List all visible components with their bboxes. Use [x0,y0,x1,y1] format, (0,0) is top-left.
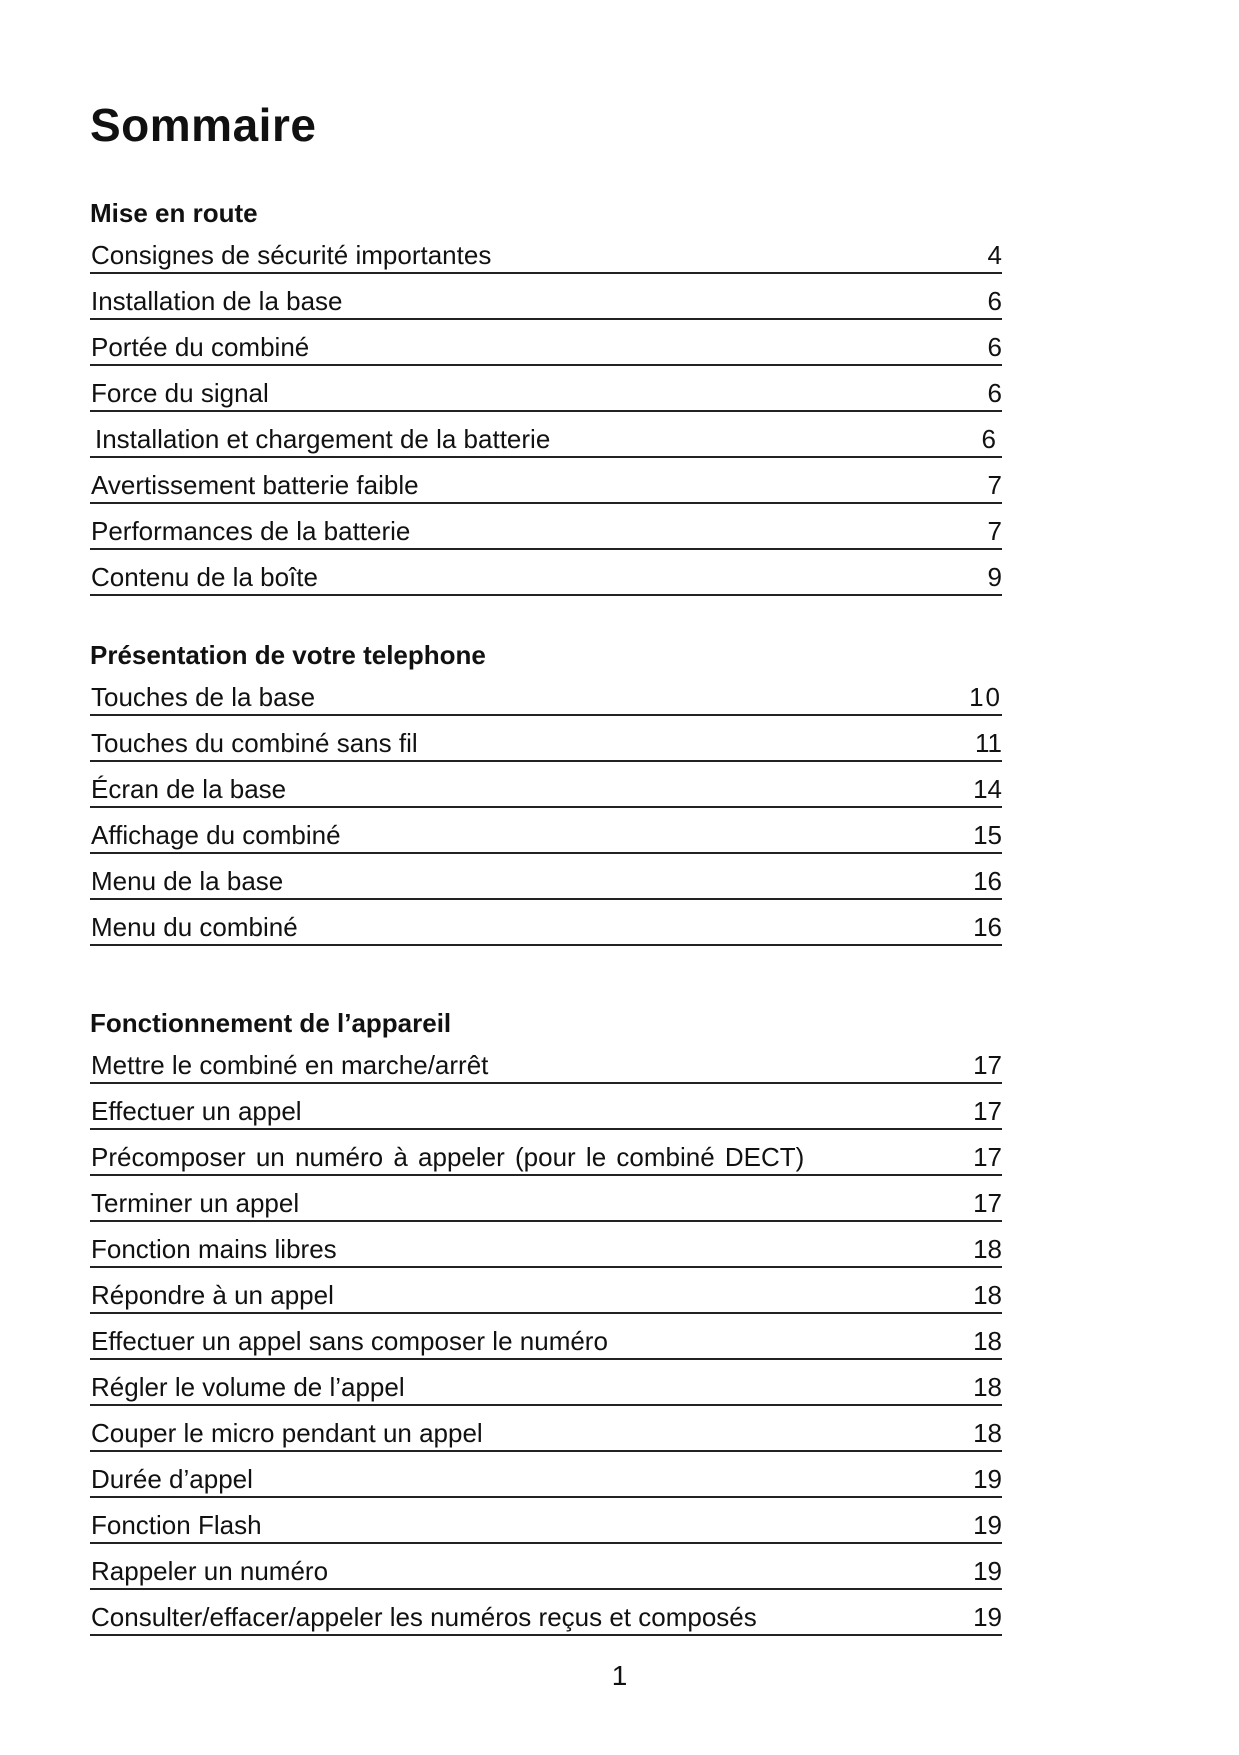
toc-entry-page: 19 [973,1464,1002,1494]
toc-entry-label: Force du signal [91,378,269,408]
toc-entry-label: Consulter/effacer/appeler les numéros reçus et composés [91,1602,757,1632]
section-title: Mise en route [90,198,258,228]
section-title: Fonctionnement de l’appareil [90,1008,452,1038]
toc-entry-page: 18 [973,1234,1002,1264]
toc-entry[interactable] [90,1599,1002,1636]
toc-entry[interactable] [90,1369,1002,1406]
toc-entry-page: 9 [987,562,1002,592]
toc-entry-page: 18 [973,1326,1002,1356]
toc-entry-label: Performances de la batterie [91,516,411,546]
toc-entry[interactable] [90,1231,1002,1268]
toc-entry[interactable] [90,817,1002,854]
toc-entry[interactable] [90,375,1002,412]
toc-entry-label: Touches du combiné sans fil [91,728,418,758]
toc-entry-page: 15 [973,820,1002,850]
toc-entry-label: Touches de la base [91,682,316,712]
toc-entry-page: 6 [987,332,1002,362]
toc-entry[interactable] [90,863,1002,900]
toc-entry-page: 19 [973,1602,1002,1632]
toc-entry-label: Précomposer un numéro à appeler (pour le combiné DECT) [91,1142,805,1172]
toc-entry-label: Répondre à un appel [91,1280,334,1310]
toc-entry[interactable] [90,1185,1002,1222]
toc-entry-page: 18 [973,1372,1002,1402]
toc-entry[interactable] [90,1093,1002,1130]
toc-entry-label: Durée d’appel [91,1464,253,1494]
toc-entry-label: Affichage du combiné [91,820,341,850]
toc-entry-label: Avertissement batterie faible [91,470,419,500]
toc-entry[interactable] [90,513,1002,550]
toc-entry-label: Couper le micro pendant un appel [91,1418,483,1448]
toc-entry[interactable] [90,909,1002,946]
toc-entry[interactable] [90,1461,1002,1498]
toc-entry-page: 17 [973,1188,1002,1218]
toc-entry-label: Consignes de sécurité importantes [91,240,492,270]
toc-entry-page: 16 [973,912,1002,942]
toc-entry-label: Portée du combiné [91,332,310,362]
toc-entry[interactable] [90,283,1002,320]
toc-entry-label: Installation et chargement de la batterie [95,424,551,454]
toc-entry-label: Effectuer un appel sans composer le numéro [91,1326,608,1356]
toc-entry-page: 19 [973,1556,1002,1586]
toc-entry-page: 6 [987,286,1002,316]
toc-entry[interactable] [90,725,1002,762]
toc-entry-label: Menu du combiné [91,912,298,942]
toc-entry[interactable] [90,1507,1002,1544]
toc-entry-page: 18 [973,1280,1002,1310]
toc-entry-page: 17 [973,1096,1002,1126]
toc-entry-page: 7 [987,516,1002,546]
toc-entry[interactable] [90,1323,1002,1360]
toc-entry-page: 7 [987,470,1002,500]
toc-entry-label: Fonction Flash [91,1510,262,1540]
toc-entry[interactable] [90,1139,1002,1176]
toc-entry[interactable] [90,1277,1002,1314]
toc-entry-page: 6 [987,378,1002,408]
toc-entry[interactable] [90,1553,1002,1590]
toc-entry[interactable] [90,421,1002,458]
toc-entry-label: Fonction mains libres [91,1234,337,1264]
toc-entry[interactable] [90,1415,1002,1452]
toc-entry[interactable] [90,771,1002,808]
toc-entry-page: 4 [987,240,1002,270]
page-title: Sommaire [90,99,317,151]
toc-entry-page: 14 [973,774,1002,804]
toc-entry-page: 18 [973,1418,1002,1448]
toc-entry-label: Contenu de la boîte [91,562,318,592]
toc-entry[interactable] [90,237,1002,274]
toc-entry[interactable] [90,1047,1002,1084]
toc-entry[interactable] [90,559,1002,596]
toc-entry-label: Régler le volume de l’appel [91,1372,405,1402]
toc-entry-page: 11 [975,728,1002,758]
toc-entry-page: 10 [969,682,1002,712]
toc-entry-label: Mettre le combiné en marche/arrêt [91,1050,489,1080]
toc-entry-page: 17 [973,1142,1002,1172]
toc-entry-label: Menu de la base [91,866,284,896]
toc-entry[interactable] [90,467,1002,504]
toc-entry-page: 16 [973,866,1002,896]
toc-entry-label: Effectuer un appel [91,1096,302,1126]
toc-entry[interactable] [90,679,1002,716]
toc-entry-page: 19 [973,1510,1002,1540]
toc-entry-page: 17 [973,1050,1002,1080]
toc-entry-page: 6 [981,424,996,454]
page-number: 1 [611,1660,628,1691]
toc-entry-label: Terminer un appel [91,1188,300,1218]
toc-entry[interactable] [90,329,1002,366]
toc-entry-label: Écran de la base [91,774,287,804]
section-title: Présentation de votre telephone [90,640,486,670]
toc-entry-label: Installation de la base [91,286,343,316]
toc-entry-label: Rappeler un numéro [91,1556,329,1586]
